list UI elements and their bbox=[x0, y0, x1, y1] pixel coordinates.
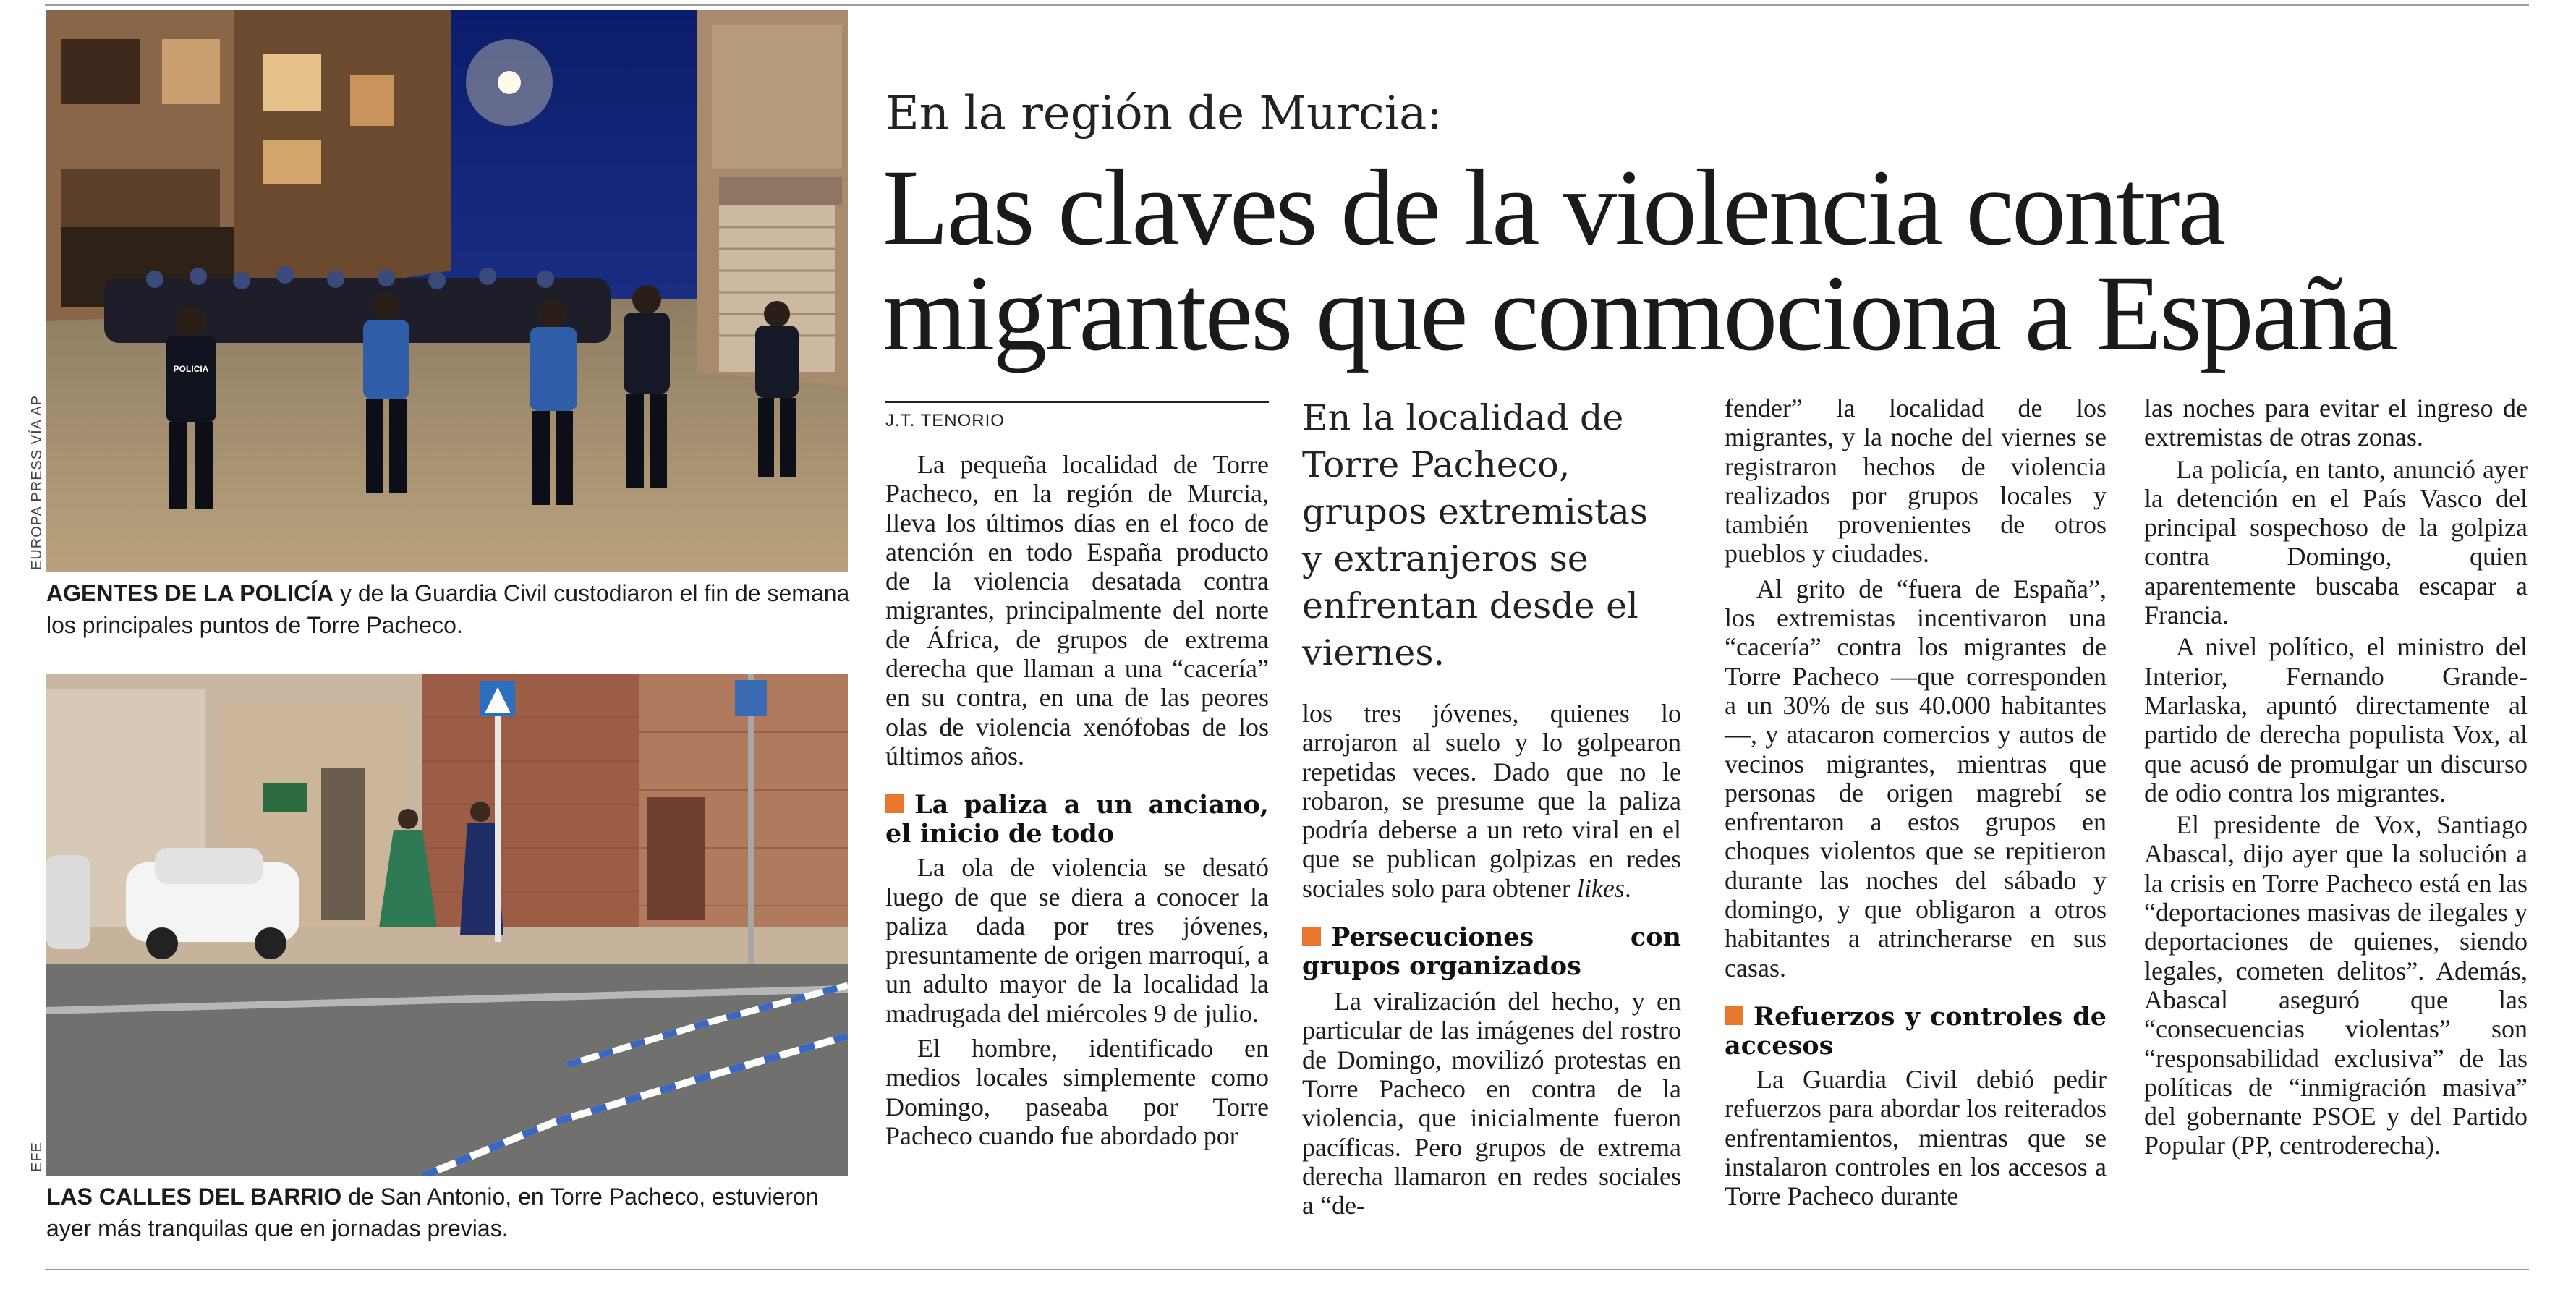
col4-paragraph-2: La policía, en tanto, anunció ayer la detención en el País Vasco del principal sospechoso de la golpiza contra Domingo, quien aparentemente buscaba escapar a Francia. bbox=[2144, 454, 2528, 630]
article-kicker: En la región de Murcia: bbox=[885, 87, 1442, 140]
byline-rule bbox=[885, 401, 1269, 403]
col3-paragraph-2: Al grito de “fuera de España”, los extremistas incentivaron una “cacería” contra los migrantes de Torre Pacheco —que corresponden a un 30% de sus 40.000 habitantes—, y atacaron comercios y autos de vecinos migrantes, mientras que personas de origen magrebí se enfrentaron a estos grupos en choques violentos que se repitieron durante las noches del sábado y domingo, y que obligaron a otros habitantes a atrincherarse en sus casas. bbox=[1725, 574, 2107, 982]
subhead-paliza: La paliza a un anciano, el inicio de todo bbox=[885, 790, 1269, 849]
photo-police-night bbox=[46, 10, 848, 572]
col1-paragraph-2: La ola de violencia se desató luego de que se diera a conocer la paliza dada por tres jóvenes, presuntamente de origen marroquí, a un adulto mayor de la localidad la madrugada del miércoles 9 de julio. bbox=[885, 853, 1269, 1028]
photo1-caption bbox=[46, 577, 851, 641]
col2-paragraph-2: La viralización del hecho, y en particular de las imágenes del rostro de Domingo, movilizó protestas en Torre Pacheco en contra de la violencia, que inicialmente fueron pacíficas. Pero grupos de extrema derecha llamaron en redes sociales a “de- bbox=[1302, 987, 1681, 1220]
photo1-credit: EUROPA PRESS VÍA AP bbox=[29, 394, 45, 570]
svg-text:POLICIA: POLICIA bbox=[173, 364, 209, 374]
photo2-credit: EFE bbox=[29, 1142, 45, 1172]
col1-paragraph-1: La pequeña localidad de Torre Pacheco, en la región de Murcia, lleva los últimos días en el foco de atención en todo España producto de la violencia desatada contra migrantes, principalmente del norte de África, de grupos de extrema derecha que llaman a una “cacería” en su contra, en una de las peores olas de violencia xenófobas de los últimos años. bbox=[885, 450, 1269, 770]
column-4 bbox=[2144, 394, 2528, 1160]
bottom-rule bbox=[45, 1269, 2529, 1270]
column-1 bbox=[885, 450, 1269, 1150]
orange-bullet-icon bbox=[1302, 927, 1321, 946]
photo2-caption-lead: LAS CALLES DEL BARRIO bbox=[46, 1184, 342, 1210]
column-2 bbox=[1302, 699, 1681, 1220]
barrio-street-scene bbox=[46, 674, 848, 1176]
orange-bullet-icon bbox=[1725, 1006, 1743, 1025]
col2-paragraph-1: los tres jóvenes, quienes lo arrojaron al suelo y lo golpearon repetidas veces. Dado que no le robaron, se presume que la paliza podría deberse a un reto viral en el que se publican golpizas en redes sociales solo para obtener likes. bbox=[1302, 699, 1681, 903]
col4-paragraph-3: A nivel político, el ministro del Interior, Fernando Grande-Marlaska, apuntó directamente al partido de derecha populista Vox, al que acusó de promulgar un discurso de odio contra los migrantes. bbox=[2144, 632, 2528, 807]
police-night-scene bbox=[46, 10, 848, 572]
orange-bullet-icon bbox=[885, 794, 904, 813]
column-3 bbox=[1725, 394, 2107, 1210]
col3-paragraph-3: La Guardia Civil debió pedir refuerzos para abordar los reiterados enfrentamientos, mientras que se instalaron controles en los accesos a Torre Pacheco durante bbox=[1725, 1064, 2107, 1211]
photo-barrio-street bbox=[46, 674, 848, 1176]
photo2-caption bbox=[46, 1181, 851, 1244]
col4-paragraph-1: las noches para evitar el ingreso de extremistas de otras zonas. bbox=[2144, 394, 2528, 452]
top-rule bbox=[45, 4, 2529, 6]
pull-quote: En la localidad de Torre Pacheco, grupos extremistas y extranjeros se enfrentan desde el viernes. bbox=[1302, 397, 1649, 674]
article-byline: J.T. TENORIO bbox=[885, 411, 1005, 430]
article-headline: Las claves de la violencia contra migrantes que conmociona a España bbox=[883, 148, 2396, 373]
photo2-caption-text: de San Antonio, en Torre Pacheco, estuvieron ayer más tranquilas que en jornadas previas. bbox=[46, 1184, 819, 1241]
subhead-persecuciones: Persecuciones con grupos organizados bbox=[1302, 922, 1681, 982]
col4-paragraph-4: El presidente de Vox, Santiago Abascal, dijo ayer que la solución a la crisis en Torre Pacheco está en las “deportaciones masivas de ilegales y deportaciones de quienes, siendo legales, cometen delitos”. Además, Abascal aseguró que las “consecuencias violentas” son “responsabilidad exclusiva” de las políticas de “inmigración masiva” del gobernante PSOE y del Partido Popular (PP, centroderecha). bbox=[2144, 810, 2528, 1160]
col1-paragraph-3: El hombre, identificado en medios locales simplemente como Domingo, paseaba por Torre Pacheco cuando fue abordado por bbox=[885, 1034, 1269, 1150]
col3-paragraph-1: fender” la localidad de los migrantes, y la noche del viernes se registraron hechos de violencia realizados por grupos locales y también provenientes de otros pueblos y ciudades. bbox=[1725, 394, 2107, 569]
subhead-refuerzos: Refuerzos y controles de accesos bbox=[1725, 1001, 2107, 1061]
photo1-caption-lead: AGENTES DE LA POLICÍA bbox=[46, 580, 334, 606]
photo1-caption-text: y de la Guardia Civil custodiaron el fin de semana los principales puntos de Torre Pacheco. bbox=[46, 580, 850, 638]
